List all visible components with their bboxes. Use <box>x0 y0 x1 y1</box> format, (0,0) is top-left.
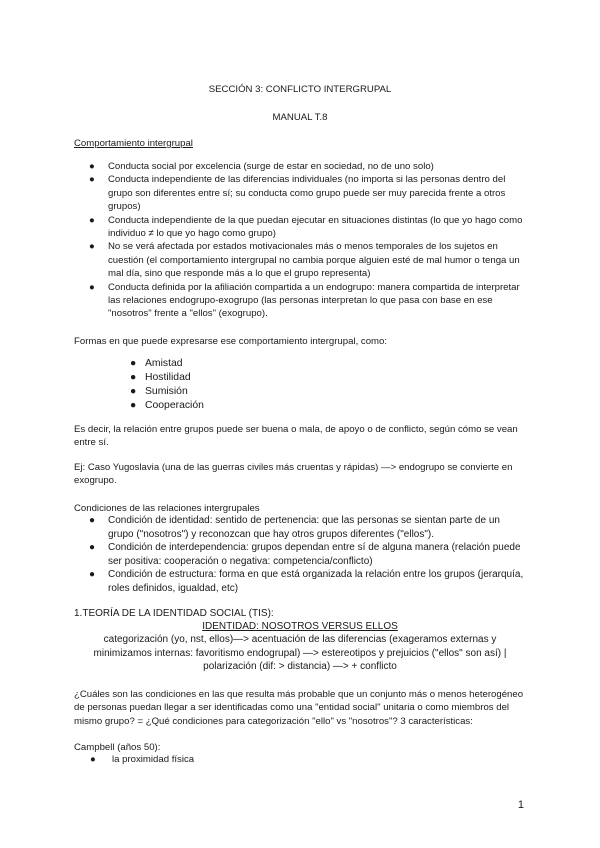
bullet-icon: ● <box>130 400 137 411</box>
bullet-icon: ● <box>89 241 95 253</box>
list-item: ● Hostilidad <box>130 372 191 383</box>
question-paragraph: ¿Cuáles son las condiciones en las que resulta más probable que un conjunto más o menos heterogéneo de personas puedan llegar a ser identificadas como una "entidad social" unitaria o como miembros del mismo grupo? = ¿Qué condiciones para categorización "ello" vs "nosotros"? 3 características: <box>74 689 524 727</box>
tis-line: minimizamos internas: favoritismo endogrupal) —> estereotipos y prejuicios ("ellos" son así) | <box>93 647 507 659</box>
list-item: ● Condición de identidad: sentido de pertenencia: que las personas se sientan parte de un grupo ("nosotros") y reconozcan que hay otros grupos diferentes ("ellos"). <box>89 515 500 540</box>
list-item: ● la proximidad física <box>90 754 195 765</box>
page-number: 1 <box>517 799 524 811</box>
bullet-icon: ● <box>90 754 96 765</box>
forms-intro: Formas en que puede expresarse ese comportamiento intergrupal, como: <box>74 336 388 347</box>
tis-line: categorización (yo, nst, ellos)—> acentuación de las diferencias (exageramos externas y <box>103 634 497 646</box>
forms-list <box>130 357 204 413</box>
bullet-icon: ● <box>130 358 137 369</box>
bullet-icon: ● <box>89 569 96 581</box>
bullet-icon: ● <box>89 174 95 186</box>
bullet-icon: ● <box>89 281 95 293</box>
conditions-heading: Condiciones de las relaciones intergrupales <box>74 503 260 514</box>
bullet-icon: ● <box>130 386 137 397</box>
list-item: ● Conducta definida por la afiliación compartida a un endogrupo: manera compartida de interpretar las relaciones endogrupo-exogrupo (las personas interpretan lo que pasa con base en ese "nosotros" frente a "ellos" (exogrupo). <box>89 281 520 320</box>
list-item: ● Conducta independiente de la que puedan ejecutar en situaciones distintas (lo que yo hago como individuo ≠ lo que yo hago como grupo) <box>89 214 523 240</box>
list-item: ● Sumisión <box>130 386 188 397</box>
tis-block <box>74 620 526 674</box>
bullet-icon: ● <box>89 515 96 526</box>
manual-label: MANUAL T.8 <box>272 112 328 123</box>
bullet-icon: ● <box>89 542 96 554</box>
list-item: ● No se verá afectada por estados motivacionales más o menos temporales de los sujetos en cuestión (el comportamiento intergrupal no cambia porque alguien esté de mal humor o tenga un mal día, sino que responde más a lo que el grupo representa) <box>89 241 520 280</box>
conditions-list <box>74 514 526 596</box>
bullet-icon: ● <box>130 372 137 383</box>
section-title: SECCIÓN 3: CONFLICTO INTERGRUPAL <box>208 84 392 95</box>
list-item: ● Conducta social por excelencia (surge de estar en sociedad, no de uno solo) <box>89 161 434 172</box>
list-item: ● Cooperación <box>130 400 204 411</box>
tis-line: polarización (dif: > distancia) —> + conflicto <box>203 661 397 673</box>
tis-heading: 1.TEORÍA DE LA IDENTIDAD SOCIAL (TIS): <box>74 608 274 619</box>
bullet-icon: ● <box>89 214 95 226</box>
list-item: ● Amistad <box>130 358 183 369</box>
bullet-icon: ● <box>89 161 95 172</box>
tis-subheading: IDENTIDAD: NOSOTROS VERSUS ELLOS <box>202 621 398 632</box>
campbell-label: Campbell (años 50): <box>74 742 161 753</box>
example-paragraph: Ej: Caso Yugoslavia (una de las guerras civiles más cruentas y rápidas) —> endogrupo se convierte en exogrupo. <box>74 462 513 487</box>
es-decir-paragraph: Es decir, la relación entre grupos puede ser buena o mala, de apoyo o de conflicto, según cómo se vean entre sí. <box>74 424 518 449</box>
list-item: ● Condición de estructura: forma en que está organizada la relación entre los grupos (jerarquía, roles definidos, igualdad, etc) <box>89 569 524 594</box>
campbell-list <box>74 753 526 766</box>
list-item: ● Condición de interdependencia: grupos dependan entre sí de alguna manera (relación puede ser positiva: cooperación o negativa: competencia/conflicto) <box>89 542 521 567</box>
list-item: ● Conducta independiente de las diferencias individuales (no importa si las personas dentro del grupo son diferentes entre sí; su conducta como grupo puede ser muy parecida frente a otros grupos) <box>89 174 506 213</box>
behaviour-list <box>74 160 526 321</box>
section-heading: Comportamiento intergrupal <box>74 138 193 149</box>
